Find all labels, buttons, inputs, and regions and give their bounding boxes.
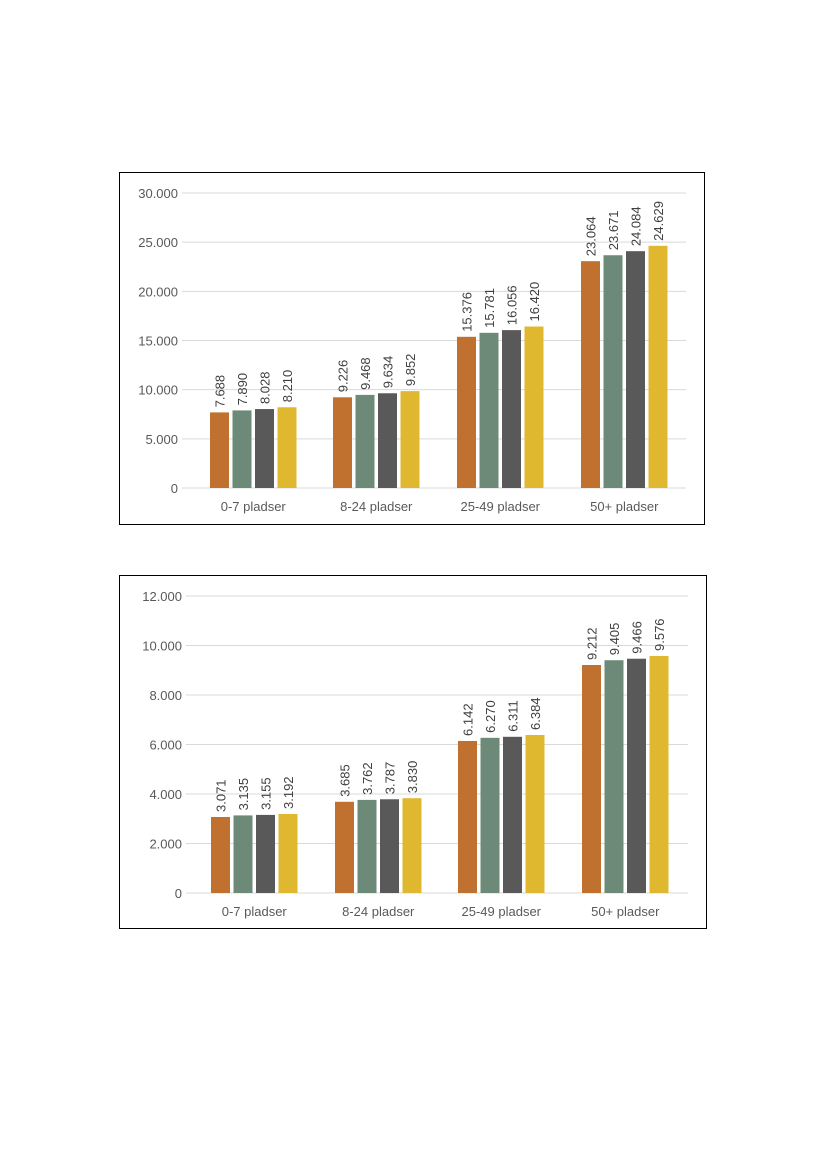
bar (358, 800, 377, 893)
y-tick-label: 20.000 (138, 284, 178, 300)
bar-value-label: 9.576 (652, 618, 667, 651)
y-tick-label: 2.000 (149, 836, 182, 852)
y-tick-label: 4.000 (149, 787, 182, 802)
x-category-label: 25-49 pladser (460, 499, 540, 514)
y-tick-label: 10.000 (138, 382, 178, 398)
bar-value-label: 15.781 (482, 288, 497, 328)
bar (401, 391, 420, 488)
bar-value-label: 6.384 (528, 697, 543, 730)
chart-1 (119, 172, 705, 525)
bar (582, 665, 601, 893)
bar (380, 799, 399, 893)
bar-value-label: 7.688 (212, 374, 228, 408)
y-tick-label: 30.000 (138, 186, 178, 201)
bar-value-label: 3.071 (213, 779, 229, 812)
bar (650, 656, 669, 893)
chart-2 (119, 575, 707, 929)
bar-value-label: 23.671 (606, 210, 621, 251)
bar (605, 660, 624, 893)
bar-value-label: 7.890 (235, 372, 250, 406)
x-category-label: 50+ pladser (591, 904, 660, 919)
bar-value-label: 6.311 (505, 700, 521, 732)
bar-value-label: 6.142 (460, 703, 476, 736)
bar (211, 817, 230, 893)
bar (525, 327, 544, 488)
bar-value-label: 9.405 (607, 622, 622, 656)
bar-value-label: 8.210 (280, 369, 295, 403)
bar (279, 814, 298, 893)
bar-value-label: 9.468 (358, 357, 373, 390)
bar-value-label: 9.634 (380, 355, 396, 389)
bar-value-label: 9.852 (403, 353, 418, 387)
y-tick-label: 0 (174, 886, 182, 901)
x-category-label: 8-24 pladser (342, 904, 415, 919)
y-tick-label: 5.000 (145, 431, 178, 447)
bar (627, 659, 646, 893)
bar-value-label: 3.762 (360, 762, 375, 795)
bar (333, 397, 352, 488)
bar (626, 251, 645, 488)
bar-value-label: 3.685 (337, 764, 353, 797)
bar-value-label: 9.212 (584, 627, 600, 661)
x-category-label: 0-7 pladser (221, 904, 287, 919)
bar-value-label: 8.028 (257, 371, 273, 405)
bar (256, 815, 275, 893)
bar-value-label: 23.064 (583, 216, 599, 257)
y-tick-label: 15.000 (138, 333, 178, 349)
bar (457, 337, 476, 488)
bar (458, 741, 477, 893)
bar (233, 410, 252, 488)
chart-2-plot (120, 576, 708, 930)
bar (480, 333, 499, 488)
bar-value-label: 9.226 (335, 359, 351, 393)
bar-value-label: 3.830 (405, 760, 420, 794)
x-category-label: 0-7 pladser (220, 499, 286, 514)
bar (335, 802, 354, 893)
bar (649, 246, 668, 488)
bar-value-label: 15.376 (459, 292, 475, 332)
y-tick-label: 6.000 (149, 737, 182, 753)
bar (604, 255, 623, 488)
bar-value-label: 24.629 (651, 201, 666, 241)
bar (278, 407, 297, 488)
x-category-label: 25-49 pladser (461, 904, 541, 919)
bar-value-label: 9.466 (629, 621, 645, 654)
bar-value-label: 16.420 (527, 281, 542, 322)
bar-value-label: 3.192 (281, 776, 296, 809)
y-tick-label: 10.000 (142, 638, 182, 654)
y-tick-label: 25.000 (138, 235, 178, 251)
bar (378, 393, 397, 488)
bar (502, 330, 521, 488)
y-tick-label: 0 (170, 481, 178, 496)
bar-value-label: 24.084 (628, 206, 644, 247)
bar-value-label: 3.155 (258, 777, 274, 810)
bar-value-label: 3.135 (236, 777, 251, 811)
bar (234, 815, 253, 893)
bar (356, 395, 375, 488)
bar (403, 798, 422, 893)
bar-value-label: 16.056 (504, 285, 520, 326)
bar (210, 412, 229, 488)
bar-value-label: 6.270 (483, 700, 498, 733)
bar (255, 409, 274, 488)
bar (581, 261, 600, 488)
x-category-label: 8-24 pladser (340, 499, 413, 514)
bar (503, 737, 522, 893)
bar (481, 738, 500, 893)
bar (526, 735, 545, 893)
chart-1-plot (120, 173, 706, 526)
x-category-label: 50+ pladser (590, 499, 659, 514)
y-tick-label: 8.000 (149, 688, 182, 703)
bar-value-label: 3.787 (382, 761, 398, 795)
y-tick-label: 12.000 (142, 589, 182, 604)
